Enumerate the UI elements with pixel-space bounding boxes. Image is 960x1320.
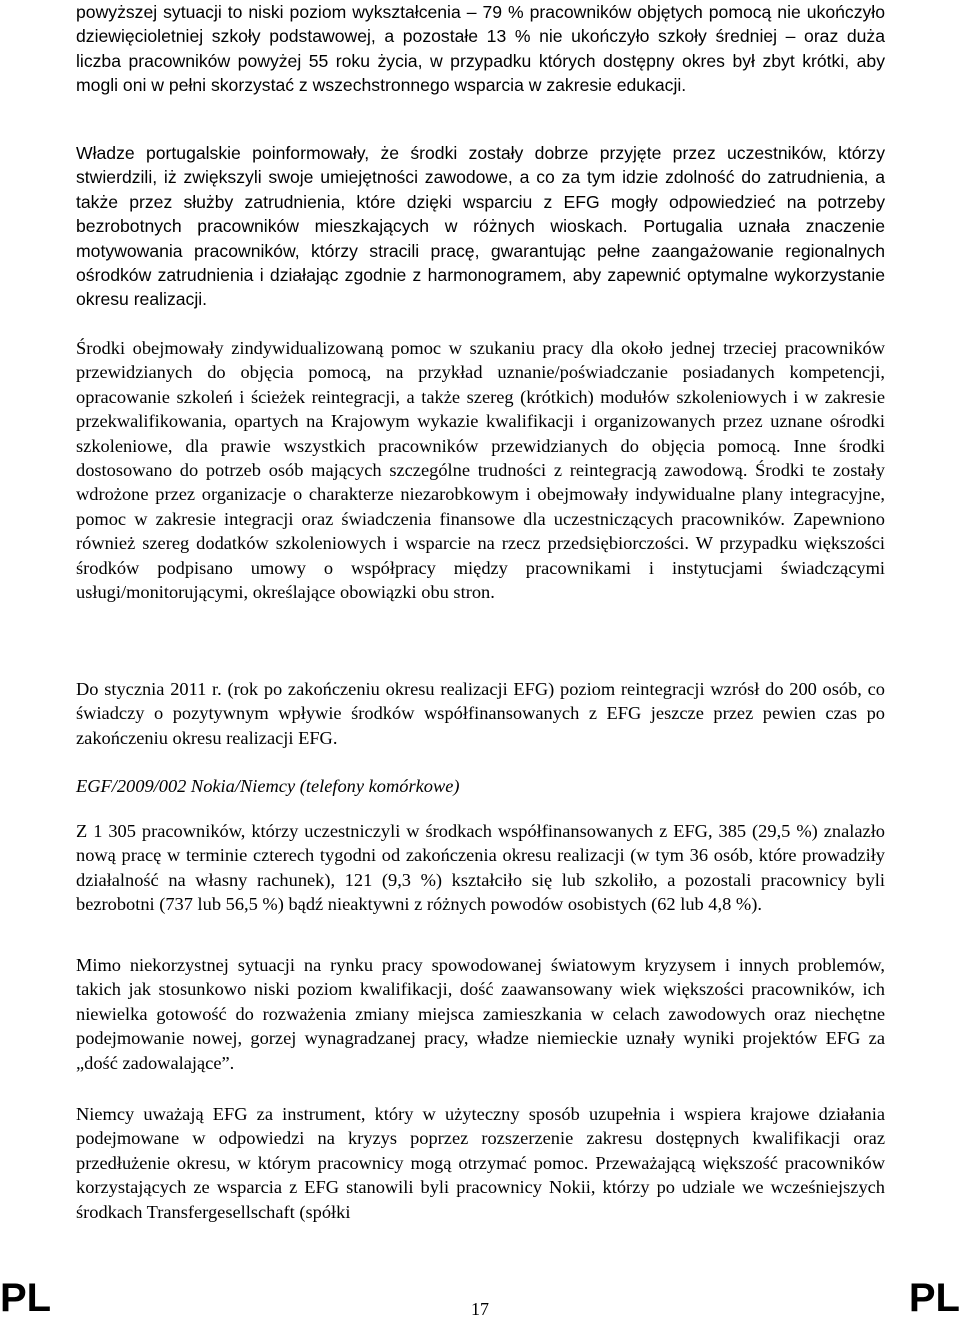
- footer-page-number: 17: [471, 1299, 489, 1319]
- footer-language-left: PL: [0, 1276, 52, 1320]
- paragraph-reintegration-level: Do stycznia 2011 r. (rok po zakończeniu okresu realizacji EFG) poziom reintegracji wzrósł do 200 osób, co świadczy o pozytywnym wpływie środków współfinansowanych z EFG jeszcze przez pewien czas po zakończeniu okresu realizacji EFG.: [76, 679, 885, 748]
- paragraph-education-level: powyższej sytuacji to niski poziom wykształcenia – 79 % pracowników objętych pomocą nie ukończyło dziewięcioletniej szkoły podstawowej, a pozostałe 13 % nie ukończyło szkoły średniej – oraz duża liczba pracowników powyżej 55 roku życia, w przypadku których dostępny okres był zbyt krótki, aby mogli oni w pełni skorzystać z wszechstronnego wsparcia w zakresie edukacji.: [76, 2, 885, 96]
- paragraph-labour-market: Mimo niekorzystnej sytuacji na rynku pracy spowodowanej światowym kryzysem i innych problemów, takich jak stosunkowo niski poziom kwalifikacji, dość zaawansowany wiek większości pracowników, ich niewielka gotowość do rozważenia zmiany miejsca zamieszkania w celach zawodowych oraz niechętne podejmowanie nowej, gorzej wynagradzanej pracy, władze niemieckie uznały wyniki projektów EFG za „dość zadowalające”.: [76, 955, 885, 1073]
- paragraph-nokia-results: Z 1 305 pracowników, którzy uczestniczyli w środkach współfinansowanych z EFG, 385 (29,5 %) znalazło nową pracę w terminie czterech tygodni od zakończenia okresu realizacji (w tym 36 osób, które prowadziły działalność na własny rachunek), 121 (9,3 %) kształciło się lub szkoliło, a pozostali pracownicy byli bezrobotni (737 lub 56,5 %) bądź nieaktywni z różnych powodów osobistych (62 lub 4,8 %).: [76, 821, 885, 915]
- paragraph-portuguese-authorities: Władze portugalskie poinformowały, że środki zostały dobrze przyjęte przez uczestników, którzy stwierdzili, iż zwiększyli swoje umiejętności zawodowe, a co za tym idzie zdolność do zatrudnienia, a także przez służby zatrudnienia, które dzięki wsparciu z EFG mogły odpowiedzieć na potrzeby bezrobotnych pracowników mieszkających w różnych wioskach. Portugalia uznała znaczenie motywowania pracowników, którzy stracili pracę, gwarantując pełne zaangażowanie regionalnych ośrodków zatrudnienia i działając zgodnie z harmonogramem, aby zapewnić optymalne wykorzystanie okresu realizacji.: [76, 143, 885, 310]
- section-heading-nokia: EGF/2009/002 Nokia/Niemcy (telefony komórkowe): [76, 776, 460, 796]
- footer-language-right: PL: [908, 1276, 960, 1320]
- paragraph-germany-instrument: Niemcy uważają EFG za instrument, który w użyteczny sposób uzupełnia i wspiera krajowe działania podejmowane w odpowiedzi na kryzys poprzez rozszerzenie zakresu dostępnych kwalifikacji oraz przedłużenie okresu, w którym pracownicy mogą otrzymać pomoc. Przeważającą większość pracowników korzystających ze wsparcia z EFG stanowili byli pracownicy Nokii, którzy po udziale we wcześniejszych środkach Transfergesellschaft (spółki: [76, 1104, 885, 1222]
- paragraph-measures: Środki obejmowały zindywidualizowaną pomoc w szukaniu pracy dla około jednej trzeciej pracowników przewidzianych do objęcia pomocą, na przykład uznanie/poświadczanie posiadanych kompetencji, opracowanie szkoleń i ścieżek reintegracji, a także szereg (krótkich) modułów szkoleniowych i w zakresie przekwalifikowania, opartych na Krajowym wykazie kwalifikacji i organizowanych przez uznane ośrodki szkoleniowe, dla prawie wszystkich pracowników przewidzianych do objęcia pomocą. Inne środki dostosowano do potrzeb osób mających szczególne trudności z reintegracją zawodową. Środki te zostały wdrożone przez organizacje o charakterze niezarobkowym i obejmowały indywidualne plany integracyjne, pomoc w zakresie integracji oraz świadczenia finansowe dla uczestniczących pracowników. Zapewniono również szereg dodatków szkoleniowych i wsparcie na rzecz przedsiębiorczości. W przypadku większości środków podpisano umowy o współpracy między pracownikami i instytucjami świadczącymi usługi/monitorującymi, określające obowiązki obu stron.: [76, 338, 885, 603]
